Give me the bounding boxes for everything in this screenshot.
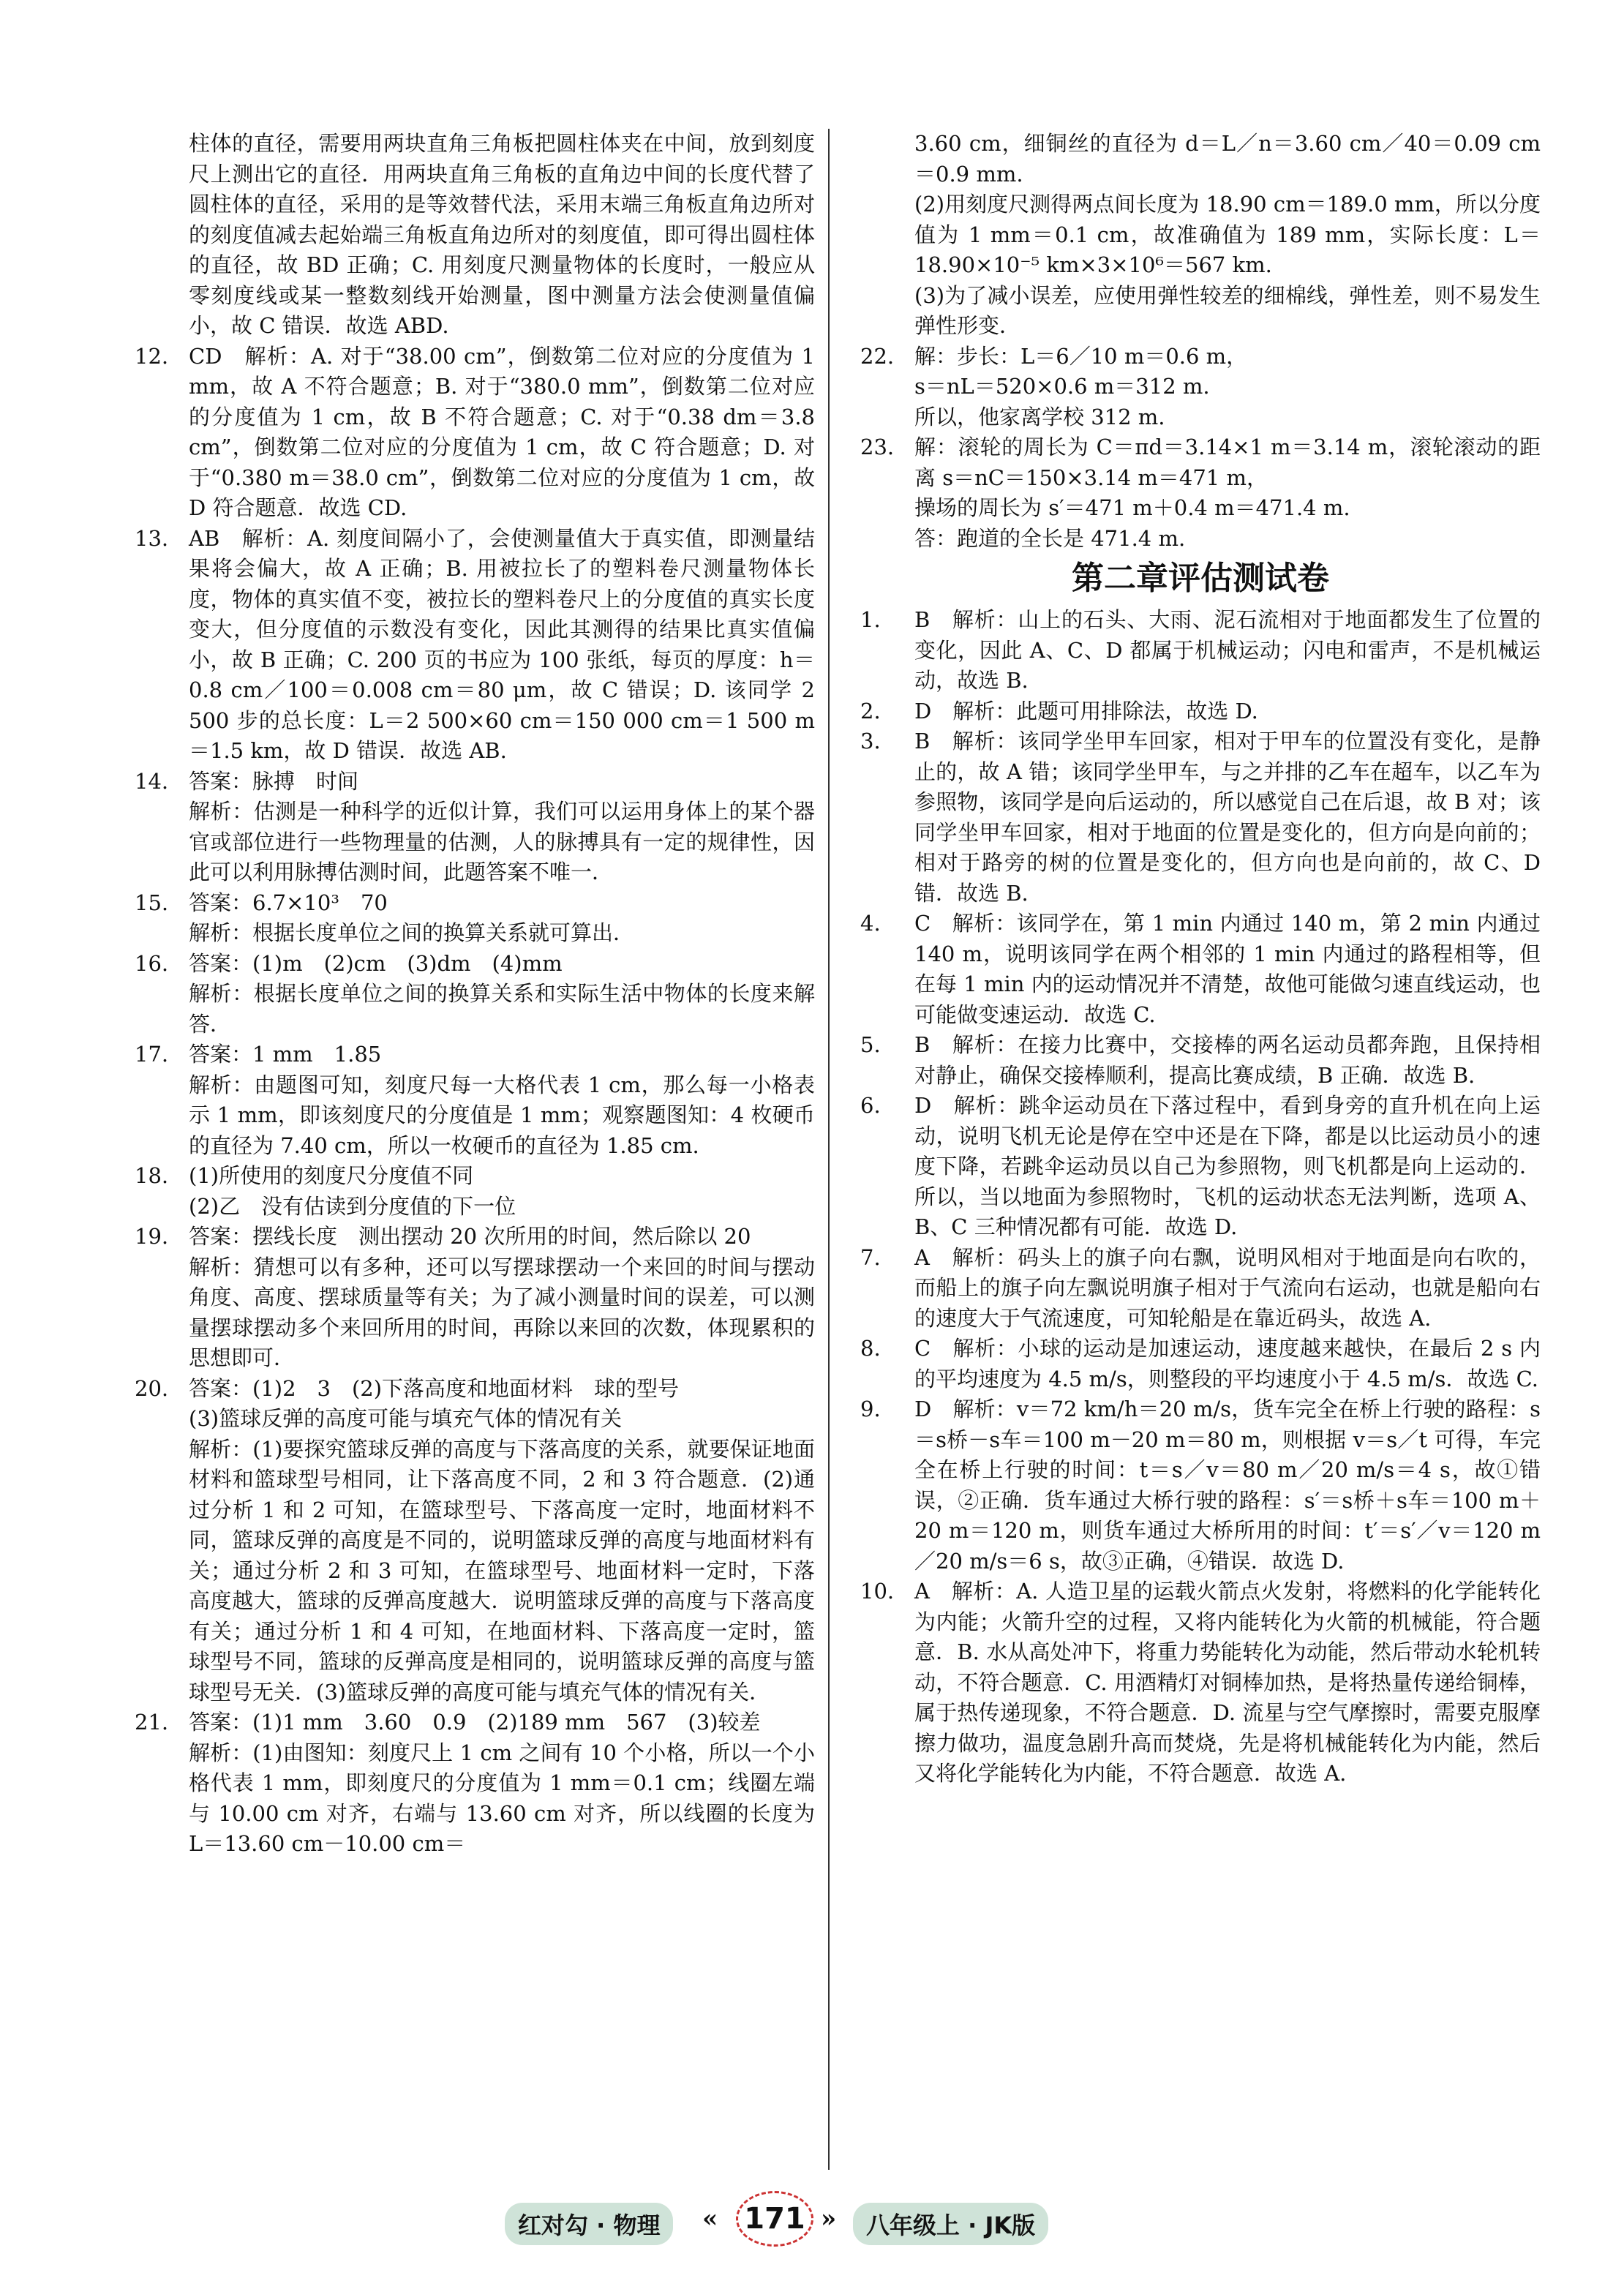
item-number — [135, 129, 189, 342]
page-footer — [0, 2191, 1624, 2250]
item-number: 15. — [135, 890, 169, 915]
item-number: 7. — [860, 1244, 881, 1270]
item-number: 13. — [135, 525, 169, 551]
footer-right-quote: » — [821, 2204, 837, 2233]
right-top-section — [860, 129, 1541, 554]
item-text: 解析：猜想可以有多种，还可以写摆球摆动一个来回的时间与摆动角度、高度、摆球质量等有关；为了减小测量时间的误差，可以测量摆球摆动多个来回所用的时间，再除以来回的次数，体现累积的思想即可． — [189, 1254, 815, 1370]
item-number: 16. — [135, 950, 169, 976]
item-number: 3. — [860, 729, 881, 754]
item-text: 解析：由题图可知，刻度尺每一大格代表 1 cm，那么每一小格表示 1 mm，即该刻度尺的分度值是 1 mm；观察题图知：4 枚硬币的直径为 7.40 cm，所以一枚硬币的直径为 1.85 cm. — [189, 1072, 815, 1158]
answer-item — [135, 1192, 815, 1222]
item-text: 解：步长：L＝6／10 m＝0.6 m， — [914, 343, 1248, 369]
item-text: B 解析：在接力比赛中，交接棒的两名运动员都奔跑，且保持相对静止，确保交接棒顺利，提高比赛成绩，B 正确．故选 B. — [914, 1032, 1541, 1088]
item-number: 12. — [135, 343, 169, 369]
answer-item — [135, 767, 815, 797]
item-text: 操场的周长为 s′＝471 m＋0.4 m＝471.4 m. — [914, 495, 1350, 520]
answer-item — [860, 1243, 1541, 1334]
item-text: 3.60 cm，细铜丝的直径为 d＝L／n＝3.60 cm／40＝0.09 cm＝0.9 mm. — [914, 131, 1541, 187]
item-text: 答：跑道的全长是 471.4 m. — [914, 525, 1186, 551]
item-number: 21. — [135, 1710, 169, 1735]
item-number: 4. — [860, 911, 881, 936]
answer-item — [860, 696, 1541, 727]
item-text: (1)所使用的刻度尺分度值不同 — [189, 1163, 474, 1188]
item-text: (2)用刻度尺测得两点间长度为 18.90 cm＝189.0 mm，所以分度值为 1 mm＝0.1 cm，故准确值为 189 mm，实际长度：L＝18.90×10⁻⁵ km×3×10⁶＝567 km. — [914, 192, 1541, 277]
item-text: 答案：(1)1 mm 3.60 0.9 (2)189 mm 567 (3)较差 — [189, 1710, 761, 1735]
item-number: 18. — [135, 1163, 169, 1188]
answer-item — [860, 1394, 1541, 1577]
item-text: D 解析：跳伞运动员在下落过程中，看到身旁的直升机在向上运动，说明飞机无论是停在空中还是在下降，都是以比运动员小的速度下降，若跳伞运动员以自己为参照物，则飞机都是向上运动的．所以，当以地面为参照物时，飞机的运动状态无法判断，选项 A、B、C 三种情况都有可能．故选 D. — [914, 1093, 1541, 1239]
item-text: 解析：估测是一种科学的近似计算，我们可以运用身体上的某个器官或部位进行一些物理量的估测，人的脉搏具有一定的规律性，因此可以利用脉搏估测时间，此题答案不唯一． — [189, 799, 815, 884]
answer-item — [860, 402, 1541, 433]
answer-item — [860, 1334, 1541, 1394]
item-number — [135, 1192, 189, 1222]
answer-item — [860, 189, 1541, 281]
answer-item — [135, 1252, 815, 1374]
item-text: 解析：根据长度单位之间的换算关系就可算出． — [189, 920, 635, 945]
item-number — [860, 129, 914, 189]
item-number: 23. — [860, 435, 895, 459]
right-column — [860, 129, 1541, 1789]
chapter-title: 第二章评估测试卷 — [1072, 560, 1329, 597]
item-text: 答案：脉搏 时间 — [189, 768, 359, 794]
column-divider — [828, 129, 830, 2170]
answer-item — [860, 726, 1541, 909]
answer-item — [860, 372, 1541, 402]
item-number: 9. — [860, 1397, 881, 1421]
item-text: D 解析：v＝72 km/h＝20 m/s，货车完全在桥上行驶的路程：s＝s桥－s车＝100 m－20 m＝80 m，则根据 v＝s／t 可得，车完全在桥上行驶的时间：t＝s／v＝80 m／20 m/s＝4 s，故①错误，②正确．货车通过大桥行驶的路程：s′＝s桥＋s车＝100 m＋20 m＝120 m，则货车通过大桥所用的时间：t′＝s′／v＝120 m／20 m/s＝6 s，故③正确，④错误．故选 D. — [914, 1397, 1541, 1574]
item-number — [860, 189, 914, 281]
answer-item — [135, 1040, 815, 1070]
item-number: 14. — [135, 768, 169, 794]
right-bottom-section — [860, 605, 1541, 1789]
item-number — [135, 1738, 189, 1860]
footer-grade: 八年级上 · JK版 — [853, 2203, 1048, 2245]
item-text: 答案：1 mm 1.85 — [189, 1042, 382, 1067]
item-text: 答案：摆线长度 测出摆动 20 次所用的时间，然后除以 20 — [189, 1224, 751, 1249]
item-number — [135, 797, 189, 888]
answer-item — [135, 979, 815, 1040]
answer-item — [135, 797, 815, 888]
answer-item — [860, 432, 1541, 493]
item-text: 答案：(1)m (2)cm (3)dm (4)mm — [189, 950, 563, 976]
answer-item — [860, 1030, 1541, 1091]
answer-item — [135, 1222, 815, 1252]
item-number: 19. — [135, 1224, 169, 1249]
item-number: 6. — [860, 1093, 881, 1118]
item-text: 所以，他家离学校 312 m. — [914, 404, 1165, 429]
answer-item — [135, 1161, 815, 1192]
item-text: (2)乙 没有估读到分度值的下一位 — [189, 1193, 516, 1219]
page-number: 171 — [736, 2191, 813, 2247]
item-text: AB 解析：A. 刻度间隔小了，会使测量值大于真实值，即测量结果将会偏大，故 A 正确；B. 用被拉长了的塑料卷尺测量物体长度，物体的真实值不变，被拉长的塑料卷尺上的分度值的真实长度变大，但分度值的示数没有变化，因此其测得的结果比真实值偏小，故 B 正确；C. 200 页的书应为 100 张纸，每页的厚度：h＝0.8 cm／100＝0.008 cm＝80 μm，故 C 错误；D. 该同学 2 500 步的总长度：L＝2 500×60 cm＝150 000 cm＝1 500 m＝1.5 km，故 D 错误．故选 AB. — [189, 525, 815, 763]
footer-left-quote: « — [702, 2204, 718, 2233]
answer-item — [860, 1577, 1541, 1789]
item-text: 解：滚轮的周长为 C＝πd＝3.14×1 m＝3.14 m，滚轮滚动的距离 s＝nC＝150×3.14 m＝471 m， — [914, 435, 1541, 490]
answer-item — [860, 342, 1541, 372]
item-text: 答案：(1)2 3 (2)下落高度和地面材料 球的型号 — [189, 1375, 680, 1401]
item-text: 解析：(1)由图知：刻度尺上 1 cm 之间有 10 个小格，所以一个小格代表 1 mm，即刻度尺的分度值为 1 mm＝0.1 cm；线圈左端与 10.00 cm 对齐，右端与 13.60 cm 对齐，所以线圈的长度为 L＝13.60 cm－10.00 cm＝ — [189, 1740, 815, 1856]
item-text: 答案：6.7×10³ 70 — [189, 890, 388, 915]
item-text: (3)篮球反弹的高度可能与填充气体的情况有关 — [189, 1406, 623, 1431]
answer-item — [860, 1091, 1541, 1243]
item-text: 解析：(1)要探究篮球反弹的高度与下落高度的关系，就要保证地面材料和篮球型号相同，让下落高度不同，2 和 3 符合题意．(2)通过分析 1 和 2 可知，在篮球型号、下落高度一定时，地面材料不同，篮球反弹的高度是不同的，说明篮球反弹的高度与地面材料有关；通过分析 2 和 3 可知，在篮球型号、地面材料一定时，下落高度越大，篮球的反弹高度越大．说明篮球反弹的高度与下落高度有关；通过分析 1 和 4 可知，在地面材料、下落高度一定时，篮球型号不同，篮球的反弹高度是相同的，说明篮球反弹的高度与篮球型号无关．(3)篮球反弹的高度可能与填充气体的情况有关． — [189, 1436, 815, 1705]
answer-item — [860, 493, 1541, 524]
answer-item — [135, 949, 815, 980]
answer-item — [135, 1738, 815, 1860]
item-number — [135, 1252, 189, 1374]
item-number — [860, 372, 914, 402]
item-number: 2. — [860, 698, 881, 724]
item-text: A 解析：A. 人造卫星的运载火箭点火发射，将燃料的化学能转化为内能；火箭升空的过程，又将内能转化为火箭的机械能，符合题意．B. 水从高处冲下，将重力势能转化为动能，然后带动水轮机转动，不符合题意．C. 用酒精灯对铜棒加热，是将热量传递给铜棒，属于热传递现象，不符合题意．D. 流星与空气摩擦时，需要克服摩擦力做功，温度急剧升高而焚烧，先是将机械能转化为内能，然后又将化学能转化为内能，不符合题意．故选 A. — [914, 1579, 1541, 1786]
item-number — [135, 979, 189, 1040]
footer-book-title: 红对勾 · 物理 — [505, 2203, 673, 2245]
answer-item — [135, 129, 815, 342]
item-number: 10. — [860, 1579, 895, 1604]
answer-item — [135, 1070, 815, 1162]
item-text: C 解析：小球的运动是加速运动，速度越来越快，在最后 2 s 内的平均速度为 4.5 m/s，则整段的平均速度小于 4.5 m/s．故选 C. — [914, 1336, 1541, 1391]
item-text: s＝nL＝520×0.6 m＝312 m. — [914, 374, 1210, 399]
item-text: 柱体的直径，需要用两块直角三角板把圆柱体夹在中间，放到刻度尺上测出它的直径．用两块直角三角板的直角边中间的长度代替了圆柱体的直径，采用的是等效替代法，采用末端三角板直角边所对的刻度值减去起始端三角板直角边所对的刻度值，即可得出圆柱体的直径，故 BD 正确；C. 用刻度尺测量物体的长度时，一般应从零刻度线或某一整数刻线开始测量，图中测量方法会使测量值偏小，故 C 错误．故选 ABD. — [189, 131, 815, 338]
answer-item — [135, 1707, 815, 1738]
item-text: C 解析：该同学在，第 1 min 内通过 140 m，第 2 min 内通过 140 m，说明该同学在两个相邻的 1 min 内通过的路程相等，但在每 1 min 内的运动情况并不清楚，故他可能做匀速直线运动，也可能做变速运动．故选 C. — [914, 911, 1541, 1027]
item-number: 5. — [860, 1032, 881, 1057]
item-text: B 解析：山上的石头、大雨、泥石流相对于地面都发生了位置的变化，因此 A、C、D 都属于机械运动；闪电和雷声，不是机械运动，故选 B. — [914, 607, 1541, 693]
item-text: D 解析：此题可用排除法，故选 D. — [914, 698, 1258, 724]
answer-item — [135, 524, 815, 767]
item-number: 20. — [135, 1375, 169, 1401]
answer-item — [860, 524, 1541, 555]
answer-item — [135, 342, 815, 524]
item-number — [135, 1435, 189, 1708]
answer-item — [860, 605, 1541, 696]
left-column — [135, 129, 815, 1860]
item-number — [135, 918, 189, 949]
item-text: 解析：根据长度单位之间的换算关系和实际生活中物体的长度来解答． — [189, 981, 815, 1037]
item-number — [860, 281, 914, 342]
answer-item — [860, 129, 1541, 189]
item-number — [860, 524, 914, 555]
answer-item — [135, 1374, 815, 1405]
item-text: B 解析：该同学坐甲车回家，相对于甲车的位置没有变化，是静止的，故 A 错；该同学坐甲车，与之并排的乙车在超车，以乙车为参照物，该同学是向后运动的，所以感觉自己在后退，故 B 对；该同学坐甲车回家，相对于地面的位置是变化的，但方向是向前的；相对于路旁的树的位置是变化的，但方向也是向前的，故 C、D 错．故选 B. — [914, 729, 1541, 906]
item-number — [860, 493, 914, 524]
item-number: 17. — [135, 1042, 169, 1067]
answer-item — [860, 281, 1541, 342]
answer-item — [135, 888, 815, 919]
item-number: 1. — [860, 607, 881, 632]
answer-item — [135, 918, 815, 949]
item-number — [135, 1070, 189, 1162]
answer-item — [135, 1435, 815, 1708]
item-number: 8. — [860, 1336, 881, 1361]
item-text: A 解析：码头上的旗子向右飘，说明风相对于地面是向右吹的，而船上的旗子向左飘说明旗子相对于气流向右运动，也就是船向右的速度大于气流速度，可知轮船是在靠近码头，故选 A. — [914, 1244, 1541, 1331]
item-number — [860, 402, 914, 433]
item-number — [135, 1404, 189, 1435]
item-text: (3)为了减小误差，应使用弹性较差的细棉线，弹性差，则不易发生弹性形变． — [914, 282, 1541, 338]
item-text: CD 解析：A. 对于“38.00 cm”，倒数第二位对应的分度值为 1 mm，故 A 不符合题意；B. 对于“380.0 mm”，倒数第二位对应的分度值为 1 cm，故 B 不符合题意；C. 对于“0.38 dm＝3.8 cm”，倒数第二位对应的分度值为 1 cm，故 C 符合题意；D. 对于“0.380 m＝38.0 cm”，倒数第二位对应的分度值为 1 cm，故 D 符合题意．故选 CD. — [189, 343, 815, 520]
answer-item — [860, 909, 1541, 1030]
item-number: 22. — [860, 343, 895, 369]
answer-item — [135, 1404, 815, 1435]
